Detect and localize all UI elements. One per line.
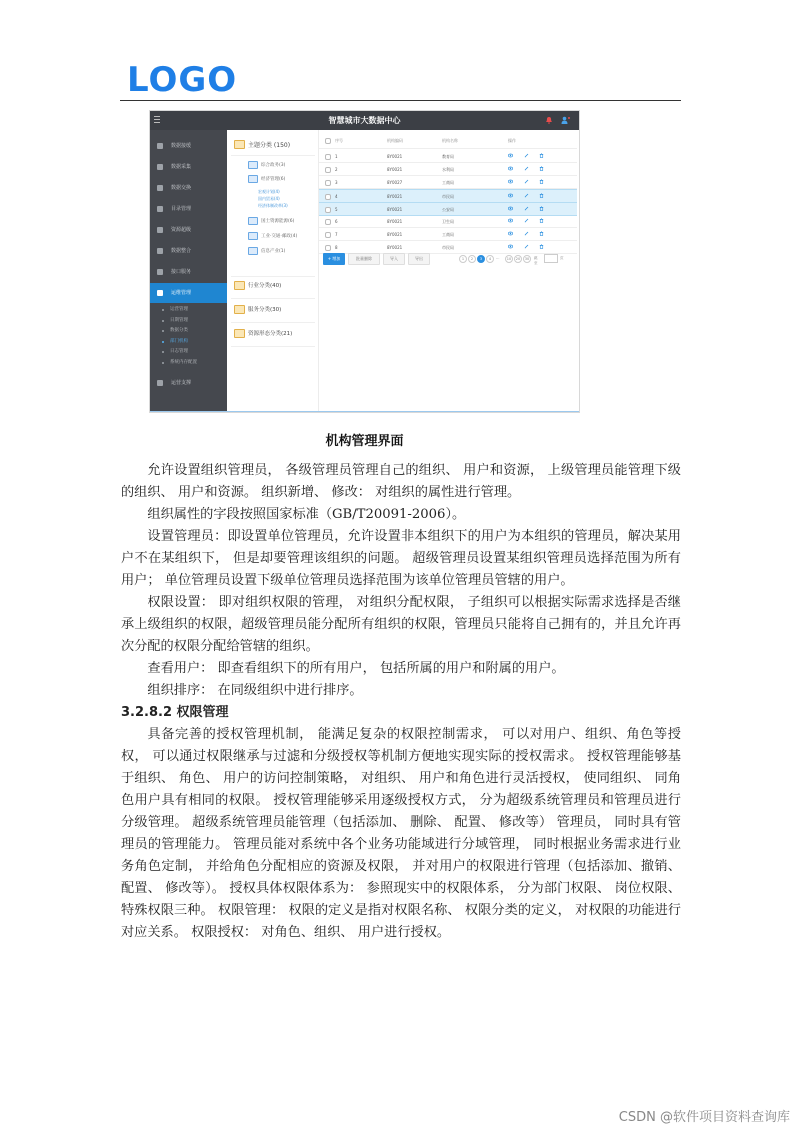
page-button[interactable]: 20: [515, 257, 521, 261]
bullet-icon: [162, 341, 164, 343]
delete-icon[interactable]: [539, 166, 544, 171]
org-code: 8Y0021: [387, 219, 403, 224]
tree-root[interactable]: [227, 280, 317, 292]
bullet-icon: [162, 309, 164, 311]
edit-icon[interactable]: [524, 166, 529, 171]
org-name: 市民局: [442, 245, 454, 250]
table-row[interactable]: [319, 176, 577, 188]
sidebar-item[interactable]: [150, 178, 227, 198]
org-code: 8Y0021: [387, 194, 403, 199]
view-icon[interactable]: [508, 193, 513, 198]
divider: [319, 148, 577, 149]
sidebar-item-label: 运营支撑: [171, 380, 192, 386]
view-icon[interactable]: [508, 218, 513, 223]
sidebar-item-label: 运维管理: [171, 290, 192, 296]
edit-icon[interactable]: [524, 218, 529, 223]
table-row[interactable]: [319, 163, 577, 175]
sidebar-item[interactable]: [150, 199, 227, 219]
divider: [231, 276, 315, 277]
goto-page-input[interactable]: [544, 254, 558, 263]
page-button[interactable]: 30: [524, 257, 530, 261]
paragraph: 允许设置组织管理员， 各级管理员管理自己的组织、 用户和资源， 上级管理员能管理下级的组织、 用户和资源。 组织新增、 修改： 对组织的属性进行管理。: [121, 463, 681, 500]
tree-node-label: 信息产业(1): [261, 249, 286, 254]
org-code: 8Y0021: [387, 207, 403, 212]
menu-item-icon: [157, 290, 163, 296]
sidebar-item[interactable]: [150, 136, 227, 156]
table-row[interactable]: [319, 202, 577, 216]
menu-item-icon: [157, 248, 163, 254]
sidebar-subitem-label: 日期管理: [170, 317, 188, 323]
edit-icon[interactable]: [524, 231, 529, 236]
org-code: 8Y0027: [387, 180, 403, 185]
tree-root[interactable]: [227, 328, 317, 340]
column-header: 序号: [335, 138, 343, 143]
sidebar-item[interactable]: [150, 373, 227, 393]
import-button[interactable]: 导入: [383, 253, 405, 265]
add-button[interactable]: + 增加: [323, 253, 345, 265]
page-button[interactable]: 4: [486, 255, 494, 263]
menu-item-icon: [157, 206, 163, 212]
sidebar-subitem[interactable]: [150, 315, 227, 326]
org-code: 8Y0021: [387, 167, 403, 172]
view-icon[interactable]: [508, 244, 513, 249]
org-name: 工商局: [442, 180, 454, 185]
delete-icon[interactable]: [539, 231, 544, 236]
delete-icon[interactable]: [539, 244, 544, 249]
app-title: 智慧城市大数据中心: [328, 116, 401, 125]
org-name: 水利局: [442, 167, 454, 172]
sidebar-item[interactable]: [150, 220, 227, 240]
tree-leaf[interactable]: 宏观计划(4): [258, 189, 280, 194]
sidebar: [150, 130, 227, 412]
screenshot-figure: [150, 111, 579, 412]
org-code: 8Y0021: [387, 232, 403, 237]
menu-item-icon: [157, 227, 163, 233]
org-code: 8Y0021: [387, 154, 403, 159]
row-number: 7: [335, 232, 338, 237]
edit-icon[interactable]: [524, 206, 529, 211]
org-code: 8Y0021: [387, 245, 403, 250]
sidebar-subitem-label: 部门机构: [170, 338, 188, 344]
sidebar-subitem[interactable]: [150, 357, 227, 368]
sidebar-subitem-label: 系统内存配置: [170, 359, 197, 365]
divider: [231, 155, 315, 156]
sidebar-item-label: 数据交换: [171, 185, 192, 191]
bullet-icon: [162, 320, 164, 322]
row-checkbox[interactable]: [325, 180, 331, 186]
org-name: 工商局: [442, 232, 454, 237]
paragraph: 具备完善的授权管理机制， 能满足复杂的权限控制需求， 可以对用户、组织、角色等授权， 可以通过权限继承与过滤和分级授权等机制方便地实现实际的授权需求。 授权管理能够基于组织、 角色、 用户的访问控制策略， 对组织、 用户和角色进行灵活授权， 使同组织、 同角色用户具有相同的权限。 授权管理能够采用逐级授权方式， 分为超级系统管理员和管理员进行分级管理。 超级系统管理员能管理（包括添加、 删除、 配置、 修改等） 管理员， 同时具有管理员的管理能力。 管理员能对系统中各个业务功能域进行分域管理， 同时根据业务需求进行业务角色定制， 并给角色分配相应的资源及权限， 并对用户的权限进行管理（包括添加、撤销、 配置、 修改等）。 授权具体权限体系为： 参照现实中的权限体系， 分为部门权限、 岗位权限、 特殊权限三种。 权限管理： 权限的定义是指对权限名称、 权限分类的定义， 对权限的功能进行对应关系。 权限授权： 对角色、组织、 用户进行授权。: [121, 727, 681, 940]
row-checkbox[interactable]: [325, 219, 331, 225]
sidebar-item[interactable]: [150, 262, 227, 282]
tree-root-label: 资源形态分类(21): [248, 331, 293, 337]
table-row[interactable]: [319, 215, 577, 227]
tree-root-label: 主题分类 (150): [248, 142, 291, 149]
row-checkbox[interactable]: [325, 194, 331, 200]
row-number: 4: [335, 194, 338, 199]
tree-root[interactable]: [227, 304, 317, 316]
delete-icon[interactable]: [539, 179, 544, 184]
folder-icon: [248, 232, 258, 240]
table-row[interactable]: [319, 228, 577, 240]
sidebar-subitem[interactable]: [150, 336, 227, 347]
sidebar-item[interactable]: [150, 157, 227, 177]
row-checkbox[interactable]: [325, 245, 331, 251]
org-name: 公安局: [442, 207, 454, 212]
menu-item-icon: [157, 185, 163, 191]
delete-icon[interactable]: [539, 153, 544, 158]
sidebar-item-label: 数据整合: [171, 248, 192, 254]
body-text: [121, 460, 681, 944]
tree-node-label: 综合政务(3): [261, 163, 286, 168]
folder-icon: [248, 175, 258, 183]
view-icon[interactable]: [508, 153, 513, 158]
logo: LOGO: [127, 60, 238, 100]
batch-delete-button[interactable]: 批量删除: [348, 253, 380, 265]
tree-root[interactable]: [227, 139, 317, 151]
sidebar-item-label: 目录管理: [171, 206, 192, 212]
sidebar-item-label: 数据采集: [171, 164, 192, 170]
export-button[interactable]: 导出: [408, 253, 430, 265]
sidebar-item-label: 数据接缓: [171, 143, 192, 149]
menu-item-icon: [157, 269, 163, 275]
column-header: 操作: [508, 138, 516, 143]
tree-leaf[interactable]: 经济体制改革(3): [258, 203, 288, 208]
page-button[interactable]: 1: [459, 255, 467, 263]
org-name: 教育局: [442, 154, 454, 159]
org-name: 卫生局: [442, 219, 454, 224]
folder-icon: [248, 217, 258, 225]
sidebar-subitem-label: 数据分类: [170, 328, 188, 333]
row-number: 8: [335, 245, 338, 250]
tree-node-label: 工业·交通·邮政(4): [261, 234, 298, 239]
figure-caption: 机构管理界面: [325, 434, 404, 449]
bullet-icon: [162, 362, 164, 364]
sidebar-subitem-label: 日志管理: [170, 349, 188, 354]
page-button[interactable]: 10: [506, 257, 512, 261]
paragraph: 组织属性的字段按照国家标准（GB/T20091-2006）。: [147, 507, 466, 522]
table-row[interactable]: [319, 189, 577, 203]
sidebar-item-label: 资源超级: [171, 227, 192, 233]
bullet-icon: [162, 330, 164, 332]
view-icon[interactable]: [508, 206, 513, 211]
header-divider: [120, 100, 681, 101]
page-button[interactable]: 2: [468, 255, 476, 263]
sidebar-item-label: 接口服务: [171, 269, 192, 275]
row-checkbox[interactable]: [325, 167, 331, 173]
section-heading: 3.2.8.2 权限管理: [121, 705, 229, 720]
tree-node-label: 经济管理(6): [261, 177, 286, 182]
edit-icon[interactable]: [524, 244, 529, 249]
folder-icon: [234, 281, 245, 290]
tree-node-label: 国土资源能源(6): [261, 219, 295, 224]
edit-icon[interactable]: [524, 179, 529, 184]
pagination-ellipsis: …: [496, 256, 500, 260]
page-button[interactable]: 3: [477, 255, 485, 263]
delete-icon[interactable]: [539, 218, 544, 223]
figure-bottom-rule: [150, 411, 579, 412]
tree-root-label: 服务分类(30): [248, 307, 282, 313]
menu-item-icon: [157, 380, 163, 386]
select-all-checkbox[interactable]: [325, 138, 331, 144]
bell-icon[interactable]: [545, 116, 553, 124]
org-name: 市民局: [442, 194, 454, 199]
folder-icon: [248, 161, 258, 169]
row-number: 2: [335, 167, 338, 172]
menu-item-icon: [157, 164, 163, 170]
row-checkbox[interactable]: [325, 154, 331, 160]
divider: [231, 346, 315, 347]
tree-root-label: 行业分类(40): [248, 283, 282, 289]
sidebar-item[interactable]: [150, 241, 227, 261]
column-header: 机构名称: [442, 138, 458, 143]
table-row[interactable]: [319, 241, 577, 253]
view-icon[interactable]: [508, 231, 513, 236]
sidebar-subitem-label: 运营管理: [170, 307, 188, 312]
sidebar-item[interactable]: [150, 283, 227, 303]
row-number: 6: [335, 219, 338, 224]
row-checkbox[interactable]: [325, 207, 331, 213]
folder-icon: [234, 329, 245, 338]
view-icon[interactable]: [508, 166, 513, 171]
page-unit-label: 页: [560, 256, 564, 260]
sidebar-subitem[interactable]: [150, 325, 227, 336]
view-icon[interactable]: [508, 179, 513, 184]
folder-icon: [234, 305, 245, 314]
delete-icon[interactable]: [539, 206, 544, 211]
row-checkbox[interactable]: [325, 232, 331, 238]
row-number: 3: [335, 180, 338, 185]
paragraph: 查看用户： 即查看组织下的所有用户， 包括所属的用户和附属的用户。: [147, 661, 565, 676]
divider: [231, 322, 315, 323]
paragraph: 权限设置： 即对组织权限的管理， 对组织分配权限， 子组织可以根据实际需求选择是否继承上级组织的权限，超级管理员能分配所有组织的权限，管理员只能将自己拥有的，并且允许再次分配的权限分配给管辖的组织。: [121, 595, 681, 654]
org-table: [319, 130, 579, 290]
user-icon[interactable]: [561, 116, 570, 124]
watermark: CSDN @软件项目资料查询库: [618, 1110, 790, 1125]
folder-icon: [248, 247, 258, 255]
divider: [231, 298, 315, 299]
paragraph: 设置管理员：即设置单位管理员，允许设置非本组织下的用户为本组织的管理员，解决某用户不在某组织下， 但是却要管理该组织的问题。 超级管理员设置某组织管理员选择范围为所有用户； 单位管理员设置下级单位管理员选择范围为该单位管理员管辖的用户。: [121, 529, 681, 588]
tree-leaf[interactable]: 国内贸易(4): [258, 196, 280, 201]
paragraph: 组织排序： 在同级组织中进行排序。: [147, 683, 363, 698]
sidebar-subitem[interactable]: [150, 304, 227, 315]
edit-icon[interactable]: [524, 193, 529, 198]
column-header: 机构编码: [387, 138, 403, 143]
delete-icon[interactable]: [539, 193, 544, 198]
row-number: 1: [335, 154, 338, 159]
app-topbar: [150, 111, 579, 130]
edit-icon[interactable]: [524, 153, 529, 158]
goto-label: 跳至: [534, 256, 538, 265]
row-number: 5: [335, 207, 338, 212]
menu-item-icon: [157, 143, 163, 149]
table-row[interactable]: [319, 150, 577, 162]
category-tree: [227, 130, 319, 412]
folder-icon: [234, 140, 245, 149]
sidebar-subitem[interactable]: [150, 346, 227, 357]
bullet-icon: [162, 351, 164, 353]
